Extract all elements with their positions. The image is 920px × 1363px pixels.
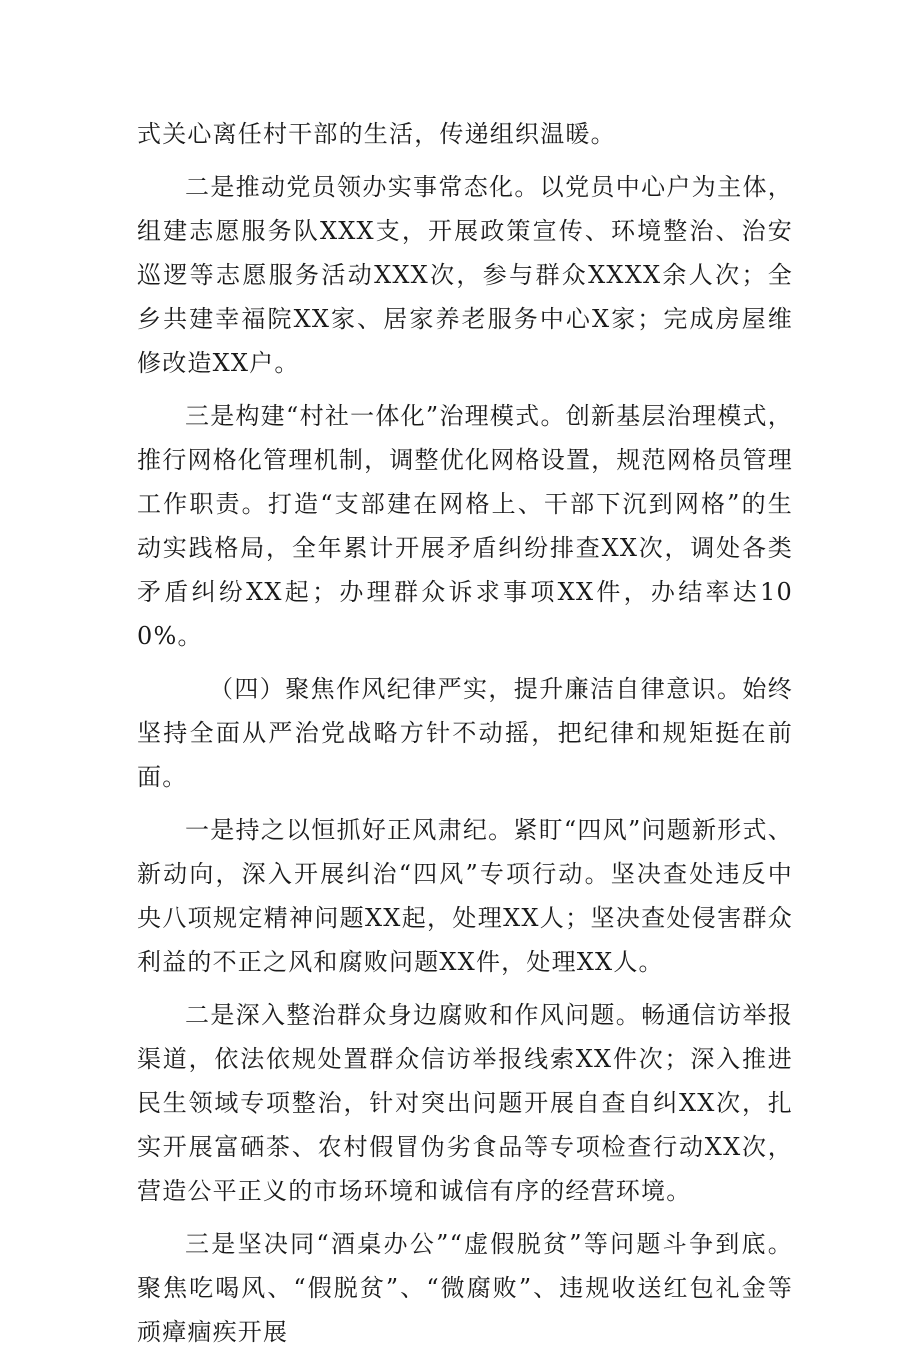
document-body: [137, 112, 793, 1363]
paragraph-village-community-governance: 三是构建“村社一体化”治理模式。创新基层治理模式，推行网格化管理机制，调整优化网格设置，规范网格员管理工作职责。打造“支部建在网格上、干部下沉到网格”的生动实践格局，全年累计开展矛盾纠纷排查XX次，调处各类矛盾纠纷XX起；办理群众诉求事项XX件，办结率达100%。: [137, 402, 793, 650]
paragraph-struggle-against-problems: 三是坚决同“酒桌办公”“虚假脱贫”等问题斗争到底。聚焦吃喝风、“假脱贫”、“微腐败”、违规收送红包礼金等顽瘴痼疾开展: [137, 1230, 793, 1346]
paragraph-party-member-service: 二是推动党员领办实事常态化。以党员中心户为主体，组建志愿服务队XXX支，开展政策宣传、环境整治、治安巡逻等志愿服务活动XXX次，参与群众XXXX余人次；全乡共建幸福院XX家、居家养老服务中心X家；完成房屋维修改造XX户。: [137, 173, 793, 377]
paragraph-continuation: 式关心离任村干部的生活，传递组织温暖。: [137, 120, 616, 148]
paragraph-corruption-rectification: 二是深入整治群众身边腐败和作风问题。畅通信访举报渠道，依法依规处置群众信访举报线索XX件次；深入推进民生领域专项整治，针对突出问题开展自查自纠XX次，扎实开展富硒茶、农村假冒伪劣食品等专项检查行动XX次，营造公平正义的市场环境和诚信有序的经营环境。: [137, 1001, 793, 1205]
paragraph-discipline-enforcement: 一是持之以恒抓好正风肃纪。紧盯“四风”问题新形式、新动向，深入开展纠治“四风”专项行动。坚决查处违反中央八项规定精神问题XX起，处理XX人；坚决查处侵害群众利益的不正之风和腐败问题XX件，处理XX人。: [137, 816, 793, 976]
section-heading-four: （四）聚焦作风纪律严实，提升廉洁自律意识。始终坚持全面从严治党战略方针不动摇，把纪律和规矩挺在前面。: [137, 675, 793, 791]
